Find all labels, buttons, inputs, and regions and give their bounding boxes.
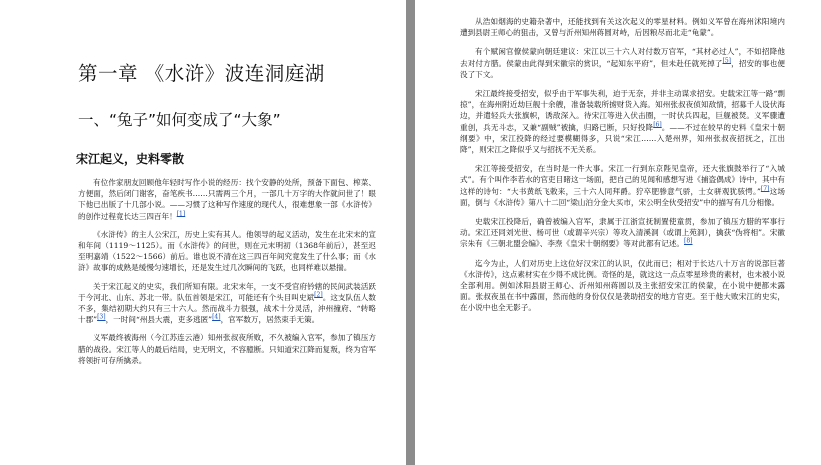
paragraph: 从浩如烟海的史籍杂著中，还能找到有关这次起义的零星材料。例如义军曾在海州沭阳境内遭到县尉王师心的狙击，又曾与沂州知州蒋圆对峙，后因粮尽而北走“龟蒙”。 — [460, 17, 785, 38]
footnote-link[interactable]: [1] — [176, 210, 186, 218]
footnote-link[interactable]: [3] — [97, 313, 106, 321]
paragraph: 宋江等接受招安，在当时是一件大事。宋江一行到东京陛见皇帝，还大张旗鼓举行了“入城式”。有个叫作李若水的官吏目睹这一场面，把自己的见闻和感想写进《捕盗偶成》诗中，其中有这样的诗句：“大书黄纸飞敕来，三十六人同拜爵。狞卒肥骖意气骄，士女骈观犹骇愕。”[7]这场面，倒与《水浒传》第八十二回“梁山泊分金大买市，宋公明全伙受招安”中的描写有几分相像。 — [460, 164, 785, 207]
paragraph: 《水浒传》的主人公宋江，历史上实有其人。他领导的起义活动，发生在北宋末的宣和年间（1119～1125）。而《水浒传》的问世，则在元末明初（1368年前后），甚至迟至明嘉靖（1522～1566）前后。谁也说不清在这三四百年间究竟发生了什么事；而《水浒》故事的成熟是缓慢匀速增长，还是发生过几次瞬间的飞跃，也同样难以悬揣。 — [78, 229, 376, 273]
paragraph: 史载宋江投降后，确曾被编入官军，隶属于江浙宣抚制置使童贯，参加了镇压方腊的军事行动。宋江还同刘光世、杨可世（或谓辛兴宗）等攻入清溪洞（或谓上苑洞），擒获“伪将相”。宋徽宗朱有《三朝北盟会编》、李焘《皇宋十朝纲要》等对此都有记述。[8] — [460, 217, 785, 249]
footnote-link[interactable]: [2] — [314, 291, 323, 299]
footnote-link[interactable]: [5] — [722, 57, 732, 65]
paragraph: 有个赋闲官僚侯蒙向朝廷建议：宋江以三十六人对付数万官军，“其材必过人”，不如招降他去对付方腊。侯蒙由此得到宋徽宗的赏识，“起知东平府”，但未赴任就死掉了[5]，招安的事也便没了下文。 — [460, 47, 786, 79]
paragraph: 有位作家朋友回顾他年轻时写作小说的经历：找个安静的处所，预备下面包、榨菜、方便面，然后闭门谢客，奋笔疾书……只需两三个月，一部几十万字的大作就问世了！眼下他已出版了十几部小说。——习惯了这种写作速度的现代人，很难想象一部《水浒传》的创作过程竟长达三四百年！[1] — [78, 178, 376, 221]
subsection-title: 宋江起义，史料零散 — [76, 152, 185, 166]
paragraph: 义军最终被海州（今江苏连云港）知州张叔夜所败，不久被编入官军，参加了镇压方腊的战役。宋江等人的最后结局，史无明文，不容臆断。只知道宋江降而复叛，终为官军将领折可存所擒杀。 — [78, 333, 376, 365]
chapter-title: 第一章 《水浒》波连洞庭湖 — [78, 62, 325, 85]
footnote-link[interactable]: [4] — [212, 313, 221, 321]
footnote-link[interactable]: [7] — [760, 185, 770, 193]
paragraph: 迄今为止，人们对历史上这位好汉宋江的认识，仅此而已；相对于长达八十万言的说部巨著《水浒传》，这点素材实在少得不成比例。奇怪的是，就这这一点点零星珍贵的素材，也未被小说全部利用。例如沭阳县尉王师心、沂州知州蒋圆以及主张招安宋江的侯蒙，在小说中便都未露面。张叔夜虽在书中露面，然而他的身份仅仅是袭助招安的地方官吏。至于他大败宋江的史实，在小说中也全无影子。 — [460, 258, 785, 313]
footnote-link[interactable]: [6] — [653, 121, 662, 129]
page-divider — [406, 0, 415, 465]
paragraph: 宋江最终接受招安，似乎由于军事失利，迫于无奈，并非主动谋求招安。史载宋江等一路“剽掠”，在海州附近劫巨舰十余艘，准备装载所掳财货入海。知州张叔夜侦知敌情，招募千人设伏海边，并遣轻兵大张旗帜，诱敌深入。待宋江等进入伏击圈，一时伏兵四起，巨舰被焚。义军骤遭重创，兵无斗志，又兼“副贼”被擒，归路已断，只好投降[6]。——不过在较早的史料《皇宋十朝纲要》中，宋江投降的经过要模糊得多，只说“宋江……入楚州界，知州张叔夜招抚之，江出降”，则宋江之降似乎又与招抚不无关系。 — [460, 89, 786, 155]
right-page — [415, 0, 821, 465]
section-title: 一、“兔子”如何变成了“大象” — [78, 111, 281, 129]
footnote-link[interactable]: [8] — [684, 237, 693, 245]
paragraph: 关于宋江起义的史实，我们所知有限。北宋末年，一支不受官府钤辖的民间武装活跃于今河北、山东、苏北一带。队伍首领是宋江，可能还有个头目叫史斌[2]。这支队伍人数不多，集结初期大约只有三十六人。然而战斗力很强，战术十分灵活，沖州撞府、“转略十郡”[3]，一时间“州县大震，吏多逃匿”[4]，官军数万，居然束手无策。 — [78, 281, 377, 325]
left-page — [0, 0, 406, 465]
